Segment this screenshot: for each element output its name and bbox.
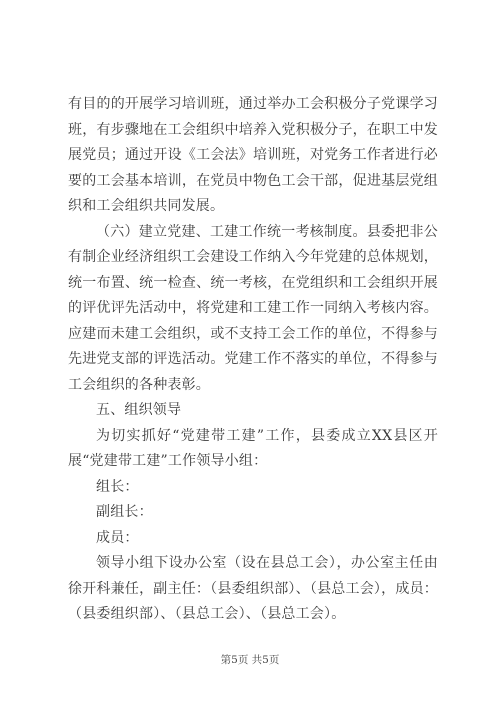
- document-body: [68, 92, 438, 628]
- members-line: 成员：: [96, 529, 139, 546]
- deputy-leader-line: 副组长：: [96, 504, 153, 520]
- paragraph-office: 领导小组下设办公室（设在县总工会），办公室主任由徐开科兼任，副主任：（县委组织部）、（县总工会），成员：（县委组织部）、（县总工会）、（县总工会）。: [68, 555, 438, 622]
- page-number-footer: 第5页 共5页: [220, 654, 280, 666]
- section-heading-leadership: 五、组织领导: [96, 402, 182, 418]
- paragraph-training: 有目的的开展学习培训班，通过举办工会积极分子党课学习班，有步骤地在工会组织中培养入党积极分子，在职工中发展党员；通过开设《工会法》培训班，对党务工作者进行必要的工会基本培训，在党员中物色工会干部，促进基层党组织和工会组织共同发展。: [68, 96, 438, 214]
- paragraph-leading-group: 为切实抓好“党建带工建”工作，县委成立XX县区开展“党建带工建”工作领导小组：: [68, 427, 438, 469]
- group-leader-line: 组长：: [96, 478, 139, 495]
- paragraph-assessment-system: （六）建立党建、工建工作统一考核制度。县委把非公有制企业经济组织工会建设工作纳入今年党建的总体规划，统一布置、统一检查、统一考核，在党组织和工会组织开展的评优评先活动中，将党建和工建工作一同纳入考核内容。应建而未建工会组织，或不支持工会工作的单位，不得参与先进党支部的评选活动。党建工作不落实的单位，不得参与工会组织的各种表彰。: [68, 223, 438, 393]
